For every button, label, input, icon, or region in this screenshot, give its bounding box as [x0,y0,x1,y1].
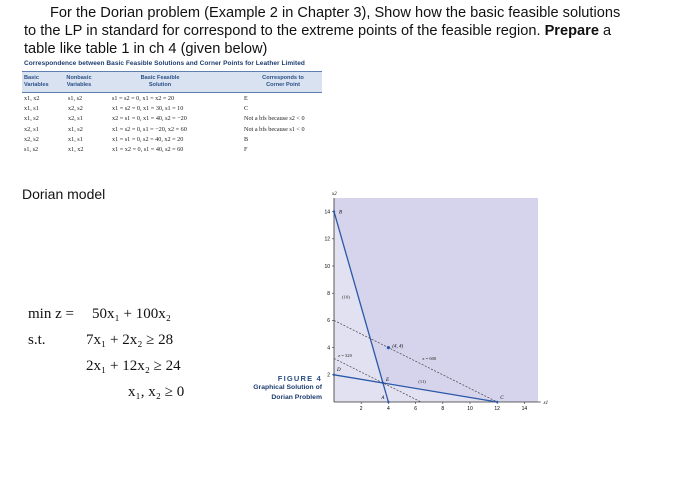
line-annotation: (11) [418,378,426,384]
y-tick-label: 12 [324,236,330,243]
question-line-2-end: a [603,23,612,39]
table-header [22,71,322,93]
question-line-2: to the LP in standard for correspond to the extreme points of the feasible region. [24,23,541,39]
x-tick-label: 8 [441,406,445,412]
table-cell: x1 = x2 = 0, s1 = 40, s2 = 60 [112,146,184,153]
table-cell: x2 = s1 = 0, x1 = 40, s2 = −20 [112,115,187,123]
question-line-3: table like table 1 in ch 4 (given below) [24,41,268,57]
corner-point-label: B [339,210,343,216]
y-tick-label: 8 [327,291,330,297]
y-tick-label: 2 [327,372,330,379]
question-text [24,4,664,58]
corner-point-marker [382,382,384,384]
y-tick-label: 10 [324,263,330,270]
table-cell: x1 = s2 = 0, x1 = 30, s1 = 10 [112,105,184,113]
table-cell: s1, s2 [68,95,83,102]
dorian-model-title: Dorian model [22,186,106,202]
table-cell: x1, x2 [68,146,84,153]
header-basic-variables: Basic Variables [24,75,49,88]
x-tick-label: 12 [494,406,500,412]
x-tick-label: 10 [467,406,473,412]
table-cell: x1, s2 [24,115,39,123]
table-cell: x2, s2 [24,135,39,143]
figure-caption [238,374,322,403]
corner-point-marker [333,374,335,376]
table-cell: x2, s1 [68,115,83,123]
table-row [22,105,322,113]
table-cell: E [244,95,248,102]
table-cell: x1, x2 [24,95,40,102]
table-row [22,95,322,103]
table-cell: B [244,135,249,143]
x-tick-label: 4 [387,406,390,412]
table-cell: s1, s2 [24,146,39,153]
y-tick-label: 4 [327,345,330,352]
y-tick-label: 14 [324,209,330,216]
x-axis-label: x1 [543,401,549,406]
table-cell: x1 = s1 = 0, s2 = 40, x2 = 20 [112,135,184,143]
table-cell: C [244,105,249,113]
line-annotation: (10) [342,294,350,300]
corner-point-label: E [385,377,390,383]
table-cell: x1, s1 [24,105,39,113]
y-axis-label: x2 [332,192,337,197]
table-cell: x2, s1 [24,125,39,133]
corner-point-label: C [500,396,504,401]
line-annotation: z = 600 [422,355,437,361]
y-tick-label: 6 [327,318,330,325]
corner-point-label: A [381,396,385,401]
lp-model [28,300,248,410]
table-cell: Not a bfs because s1 < 0 [244,125,305,133]
table-cell: x1 = s2 = 0, s1 = −20, x2 = 60 [112,125,187,133]
table-row [22,136,322,144]
figure-caption-line-1: Graphical Solution of [253,384,322,391]
dorian-graph [316,192,549,412]
constraint-2: 2x₁ + 12x₂ ≥ 24 [86,358,181,374]
table-row [22,146,322,154]
objective-expression: 50x₁ + 100x₂ [92,306,171,322]
header-corner-point: Corresponds to Corner Point [262,75,304,88]
table-cell: F [244,146,248,153]
question-line-1: For the Dorian problem (Example 2 in Chapter 3), Show how the basic feasible solutions [50,5,621,21]
table-caption: Correspondence between Basic Feasible Solutions and Corner Points for Leather Limited [24,60,305,67]
table-cell: x2, s2 [68,105,83,113]
header-nonbasic-variables: Nonbasic Variables [66,75,92,88]
corner-point-marker [496,401,498,403]
constraint-nonneg: x₁, x₂ ≥ 0 [128,384,185,400]
corner-point-label: D [337,367,341,373]
objective-label: min z = [28,306,74,322]
table-row [22,115,322,123]
question-bold-prepare: Prepare [544,23,599,39]
table-cell: x1, s2 [68,125,83,133]
constraint-1: 7x₁ + 2x₂ ≥ 28 [86,332,174,348]
x-tick-label: 14 [521,406,528,412]
header-bfs: Basic Feasible Solution [140,75,180,88]
x-tick-label: 6 [414,406,417,412]
corner-point-label: (4, 4) [392,344,404,350]
table-cell: s1 = s2 = 0, x1 = x2 = 20 [112,95,175,102]
x-tick-label: 2 [359,406,363,412]
subject-to-label: s.t. [28,332,46,348]
table-cell: Not a bfs because s2 < 0 [244,115,305,123]
corner-point-marker [387,401,389,403]
corner-point-marker [387,346,390,349]
table-row [22,126,322,134]
line-annotation: z = 320 [338,353,352,359]
figure-caption-line-2: Dorian Problem [271,394,322,401]
figure-label: FIGURE 4 [277,374,322,383]
corner-point-marker [333,210,335,212]
table-cell: x1, s1 [68,135,83,143]
